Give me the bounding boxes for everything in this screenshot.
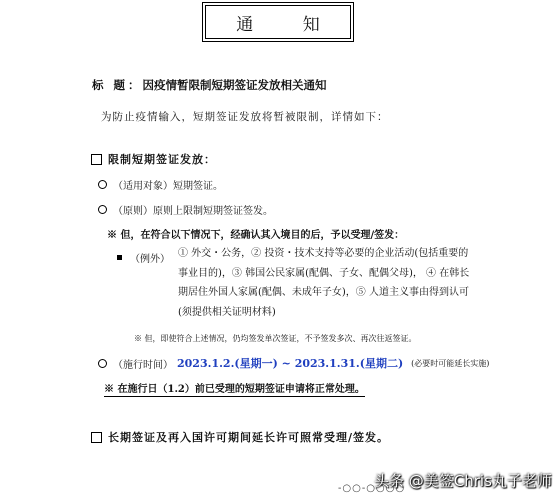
single-entry-note: ※ 但，即使符合上述情况，仍均签发单次签证，不予签发多次、再次往返签证。 (134, 334, 417, 343)
applies-item (98, 177, 223, 192)
subject-label: 标 题： (92, 78, 143, 92)
exception-label: （例外） (130, 254, 170, 265)
subject-line (92, 77, 327, 93)
circle-bullet-icon (98, 205, 107, 214)
watermark-dots: -○○-○○○○ (338, 483, 406, 494)
exception-text: ① 外交・公务，② 投资・技术支持等必要的企业活动(包括重要的事业目的)，③ 韩国公民家属(配偶、子女、配偶父母)， ④ 在韩长期居住外国人家属(配偶、未成年子女)，⑤ 人道主义事由得到认可(须提供相关证明材料) (178, 248, 470, 318)
watermark-text: 头条 @美签Chris丸子老师 (374, 472, 552, 490)
period-note: ※ 在施行日（1.2）前已受理的短期签证申请将正常处理。 (104, 380, 365, 397)
intro-text: 为防止疫情输入，短期签证发放将暂被限制，详情如下： (101, 111, 389, 123)
principle-text: （原则）原则上限制短期签证签发。 (113, 206, 273, 217)
period-dates: 2023.1.2.(星期一) ~ 2023.1.31.(星期二) (177, 357, 404, 370)
circle-bullet-icon (98, 359, 107, 368)
notice-title: 通 知 (205, 5, 351, 39)
checkbox-icon (91, 154, 102, 165)
period-row (98, 355, 489, 371)
checkbox-icon (91, 432, 102, 443)
applies-text: （适用对象）短期签证。 (113, 181, 223, 192)
principle-item (98, 202, 273, 217)
section2-heading (91, 429, 389, 445)
period-label: （施行时间） (113, 359, 173, 371)
subject-text: 因疫情暂限制短期签证发放相关通知 (142, 78, 327, 92)
section1-heading (91, 151, 216, 167)
section2-title: 长期签证及再入国许可期间延长许可照常受理/签发。 (108, 431, 390, 444)
exception-label-row (117, 250, 170, 265)
section1-title: 限制短期签证发放： (108, 153, 216, 166)
period-extra: (必要时可能延长实施) (411, 358, 490, 368)
exception-note: ※ 但，在符合以下情况下，经确认其入境目的后，予以受理/签发： (107, 230, 405, 241)
circle-bullet-icon (98, 180, 107, 189)
square-bullet-icon (117, 255, 122, 260)
